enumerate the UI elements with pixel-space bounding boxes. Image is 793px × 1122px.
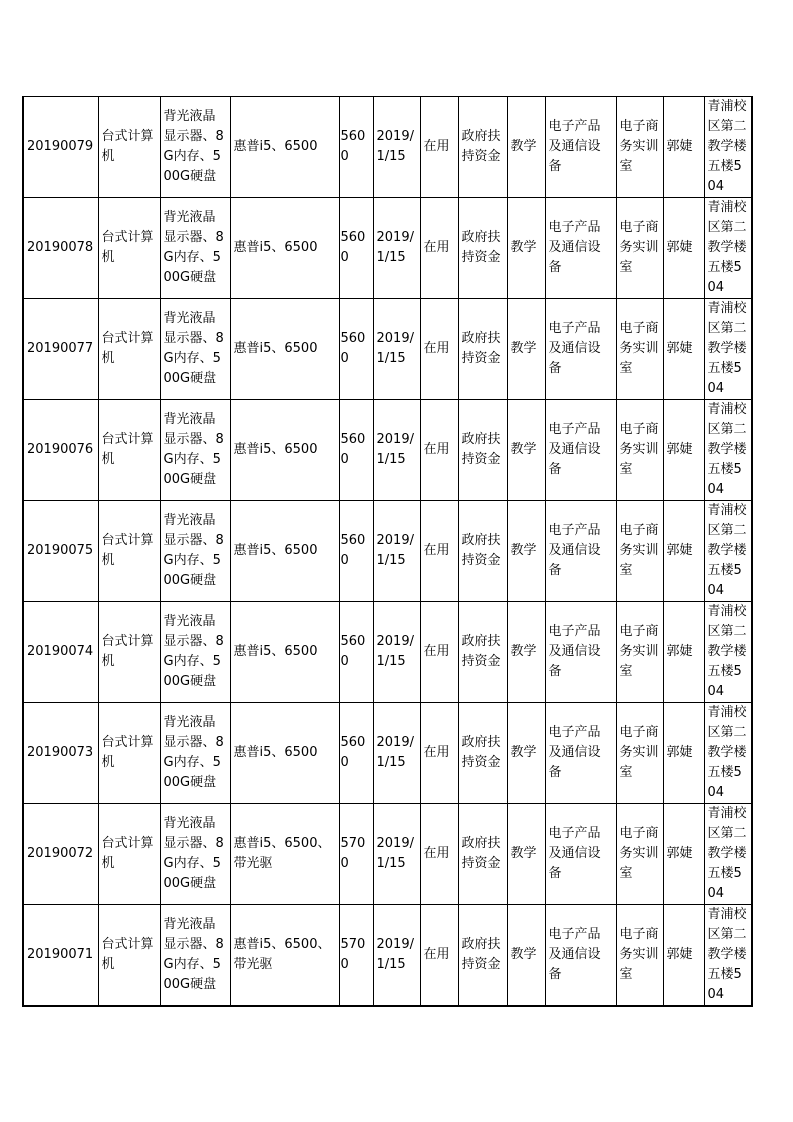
usage-cell: 教学 [507,602,545,703]
model-cell: 惠普i5、6500 [230,501,339,602]
status-cell: 在用 [420,905,458,1007]
usage-cell: 教学 [507,501,545,602]
price-cell: 5700 [339,905,373,1007]
purchase-date-cell: 2019/1/15 [373,299,420,400]
table-row [23,501,752,602]
fund-source-cell: 政府扶持资金 [458,400,507,501]
purchase-date-cell: 2019/1/15 [373,703,420,804]
price-cell: 5700 [339,804,373,905]
table-row [23,905,752,1007]
table-row [23,97,752,198]
location-cell: 青浦校区第二教学楼五楼504 [704,602,752,703]
purchase-date-cell: 2019/1/15 [373,501,420,602]
purchase-date-cell: 2019/1/15 [373,400,420,501]
asset-id-cell: 20190077 [23,299,98,400]
asset-id-cell: 20190074 [23,602,98,703]
keeper-cell: 郭婕 [663,602,704,703]
usage-cell: 教学 [507,198,545,299]
room-cell: 电子商务实训室 [616,299,663,400]
keeper-cell: 郭婕 [663,400,704,501]
status-cell: 在用 [420,501,458,602]
asset-name-cell: 台式计算机 [98,198,160,299]
model-cell: 惠普i5、6500 [230,198,339,299]
location-cell: 青浦校区第二教学楼五楼504 [704,198,752,299]
category-cell: 电子产品及通信设备 [545,703,616,804]
table-row [23,198,752,299]
asset-id-cell: 20190073 [23,703,98,804]
spec-cell: 背光液晶显示器、8G内存、500G硬盘 [160,905,230,1007]
asset-id-cell: 20190076 [23,400,98,501]
category-cell: 电子产品及通信设备 [545,501,616,602]
room-cell: 电子商务实训室 [616,905,663,1007]
model-cell: 惠普i5、6500 [230,97,339,198]
category-cell: 电子产品及通信设备 [545,198,616,299]
room-cell: 电子商务实训室 [616,602,663,703]
table-row [23,299,752,400]
model-cell: 惠普i5、6500 [230,299,339,400]
asset-id-cell: 20190075 [23,501,98,602]
asset-name-cell: 台式计算机 [98,97,160,198]
model-cell: 惠普i5、6500、带光驱 [230,804,339,905]
spec-cell: 背光液晶显示器、8G内存、500G硬盘 [160,703,230,804]
purchase-date-cell: 2019/1/15 [373,198,420,299]
asset-name-cell: 台式计算机 [98,703,160,804]
category-cell: 电子产品及通信设备 [545,602,616,703]
purchase-date-cell: 2019/1/15 [373,602,420,703]
category-cell: 电子产品及通信设备 [545,97,616,198]
location-cell: 青浦校区第二教学楼五楼504 [704,299,752,400]
asset-id-cell: 20190079 [23,97,98,198]
usage-cell: 教学 [507,299,545,400]
usage-cell: 教学 [507,703,545,804]
fund-source-cell: 政府扶持资金 [458,97,507,198]
keeper-cell: 郭婕 [663,299,704,400]
keeper-cell: 郭婕 [663,97,704,198]
status-cell: 在用 [420,703,458,804]
usage-cell: 教学 [507,400,545,501]
table-body [23,97,752,1007]
table-row [23,602,752,703]
keeper-cell: 郭婕 [663,703,704,804]
asset-id-cell: 20190071 [23,905,98,1007]
keeper-cell: 郭婕 [663,198,704,299]
status-cell: 在用 [420,198,458,299]
room-cell: 电子商务实训室 [616,703,663,804]
spec-cell: 背光液晶显示器、8G内存、500G硬盘 [160,501,230,602]
purchase-date-cell: 2019/1/15 [373,905,420,1007]
location-cell: 青浦校区第二教学楼五楼504 [704,905,752,1007]
fund-source-cell: 政府扶持资金 [458,299,507,400]
asset-name-cell: 台式计算机 [98,905,160,1007]
spec-cell: 背光液晶显示器、8G内存、500G硬盘 [160,804,230,905]
usage-cell: 教学 [507,97,545,198]
keeper-cell: 郭婕 [663,804,704,905]
usage-cell: 教学 [507,804,545,905]
purchase-date-cell: 2019/1/15 [373,804,420,905]
asset-table [22,96,753,1007]
spec-cell: 背光液晶显示器、8G内存、500G硬盘 [160,299,230,400]
price-cell: 5600 [339,501,373,602]
asset-name-cell: 台式计算机 [98,400,160,501]
table-row [23,804,752,905]
status-cell: 在用 [420,299,458,400]
asset-id-cell: 20190078 [23,198,98,299]
asset-name-cell: 台式计算机 [98,804,160,905]
category-cell: 电子产品及通信设备 [545,400,616,501]
model-cell: 惠普i5、6500 [230,703,339,804]
status-cell: 在用 [420,97,458,198]
model-cell: 惠普i5、6500 [230,400,339,501]
spec-cell: 背光液晶显示器、8G内存、500G硬盘 [160,400,230,501]
fund-source-cell: 政府扶持资金 [458,804,507,905]
spec-cell: 背光液晶显示器、8G内存、500G硬盘 [160,198,230,299]
keeper-cell: 郭婕 [663,501,704,602]
location-cell: 青浦校区第二教学楼五楼504 [704,804,752,905]
fund-source-cell: 政府扶持资金 [458,703,507,804]
location-cell: 青浦校区第二教学楼五楼504 [704,501,752,602]
status-cell: 在用 [420,400,458,501]
usage-cell: 教学 [507,905,545,1007]
keeper-cell: 郭婕 [663,905,704,1007]
asset-name-cell: 台式计算机 [98,602,160,703]
price-cell: 5600 [339,198,373,299]
room-cell: 电子商务实训室 [616,501,663,602]
category-cell: 电子产品及通信设备 [545,804,616,905]
fund-source-cell: 政府扶持资金 [458,905,507,1007]
price-cell: 5600 [339,97,373,198]
price-cell: 5600 [339,602,373,703]
fund-source-cell: 政府扶持资金 [458,501,507,602]
fund-source-cell: 政府扶持资金 [458,602,507,703]
model-cell: 惠普i5、6500、带光驱 [230,905,339,1007]
price-cell: 5600 [339,299,373,400]
location-cell: 青浦校区第二教学楼五楼504 [704,97,752,198]
category-cell: 电子产品及通信设备 [545,905,616,1007]
spec-cell: 背光液晶显示器、8G内存、500G硬盘 [160,97,230,198]
fund-source-cell: 政府扶持资金 [458,198,507,299]
room-cell: 电子商务实训室 [616,97,663,198]
status-cell: 在用 [420,602,458,703]
price-cell: 5600 [339,703,373,804]
room-cell: 电子商务实训室 [616,198,663,299]
category-cell: 电子产品及通信设备 [545,299,616,400]
model-cell: 惠普i5、6500 [230,602,339,703]
location-cell: 青浦校区第二教学楼五楼504 [704,400,752,501]
table-row [23,703,752,804]
asset-name-cell: 台式计算机 [98,299,160,400]
location-cell: 青浦校区第二教学楼五楼504 [704,703,752,804]
price-cell: 5600 [339,400,373,501]
spec-cell: 背光液晶显示器、8G内存、500G硬盘 [160,602,230,703]
room-cell: 电子商务实训室 [616,804,663,905]
table-row [23,400,752,501]
status-cell: 在用 [420,804,458,905]
asset-id-cell: 20190072 [23,804,98,905]
purchase-date-cell: 2019/1/15 [373,97,420,198]
room-cell: 电子商务实训室 [616,400,663,501]
asset-name-cell: 台式计算机 [98,501,160,602]
